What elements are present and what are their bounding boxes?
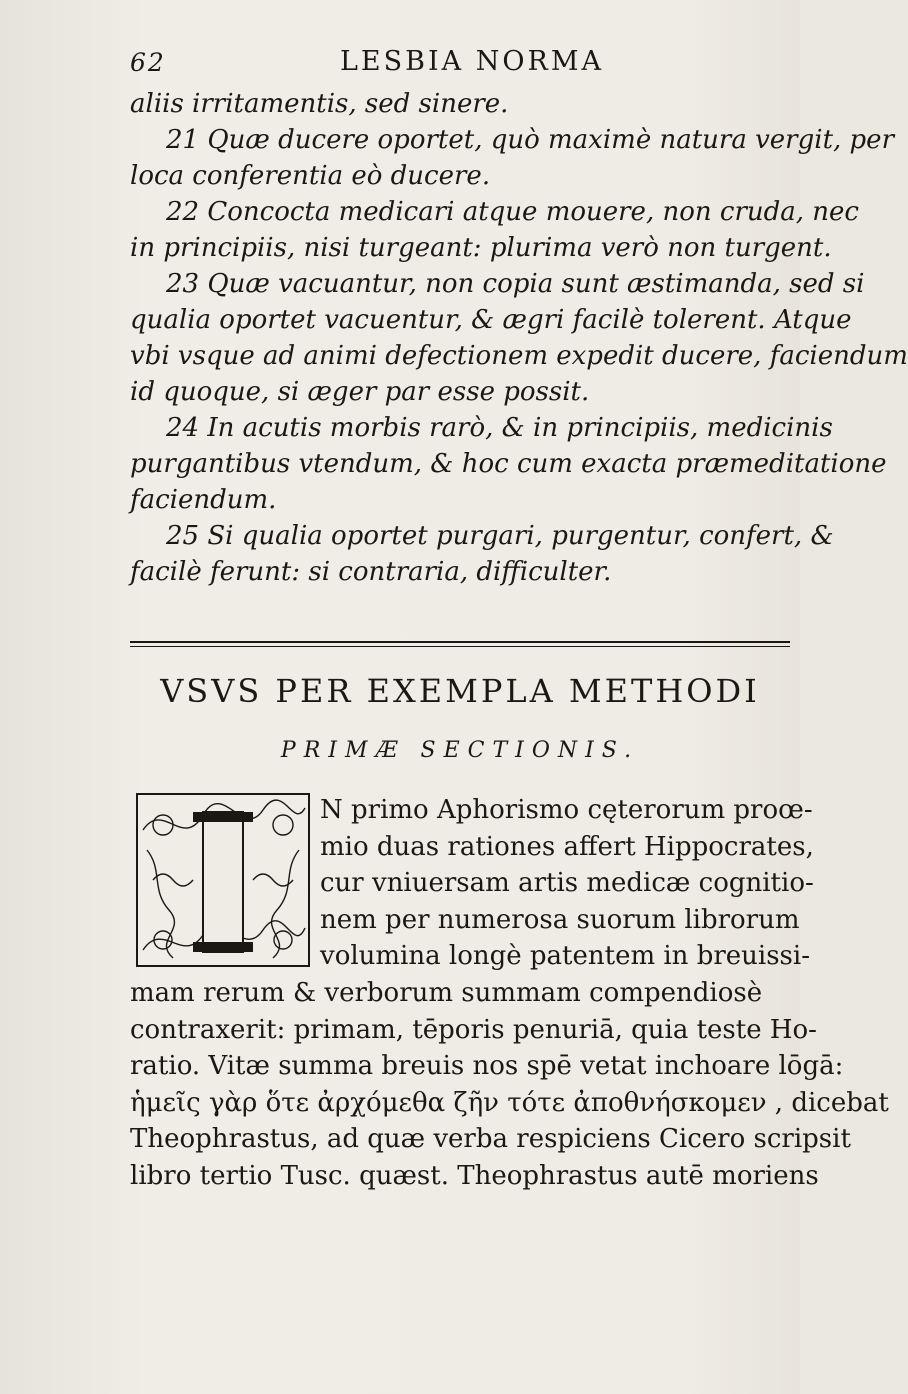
text-line: Theophrastus, ad quæ verba respiciens Cicero scripsit [130,1124,851,1154]
aphorism-line: loca conferentia eò ducere. [130,161,491,191]
dropcap-paragraph [320,792,814,975]
text-line: contraxerit: primam, tēporis penuriā, quia teste Ho- [130,1014,817,1045]
aphorism-line: facilè ferunt: si contraria, difficulter. [130,557,612,587]
running-header [130,44,690,84]
aphorism-line: id quoque, si æger par esse possit. [130,377,590,407]
aphorism-line: faciendum. [130,485,277,515]
aphorism-line: 22 Concocta medicari atque mouere, non cruda, nec [166,197,859,227]
aphorisms-block [130,86,908,590]
text-line: volumina longè patentem in breuissi- [320,941,811,971]
aphorism-line: 23 Quæ vacuantur, non copia sunt æstimanda, sed si [166,269,865,299]
section-heading: VSVS PER EXEMPLA METHODI [160,672,760,710]
text-line: ἡμεῖς γὰρ ὅτε ἀρχόμεθα ζῆν τότε ἀποθνήσκομεν , dicebat [130,1087,889,1118]
aphorism-line: qualia oportet vacuentur, & ægri facilè tolerent. Atque [130,305,852,335]
running-title: LESBIA NORMA [340,46,604,77]
decorated-initial-block [133,790,313,970]
text-line: ratio. Vitæ summa breuis nos spē vetat inchoare lōgā: [130,1051,844,1081]
section-subheading: PRIMÆ SECTIONIS. [280,738,640,763]
aphorism-line: vbi vsque ad animi defectionem expedit ducere, faciendum [130,341,908,371]
text-line: mam rerum & verborum summam compendiosè [130,978,763,1008]
aphorism-line: in principiis, nisi turgeant: plurima verò non turgent. [130,233,832,263]
text-line: cur vniuersam artis medicæ cognitio- [320,868,814,898]
section-rule [130,641,790,643]
text-line: N primo Aphorismo cęterorum proœ- [320,795,813,825]
section-rule-thin [130,646,790,647]
ornament-icon [133,790,313,970]
text-line: nem per numerosa suorum librorum [320,904,800,935]
aphorism-line: 25 Si qualia oportet purgari, purgentur, confert, & [166,521,834,551]
page-number: 62 [130,48,166,77]
aphorism-line: 21 Quæ ducere oportet, quò maximè natura vergit, per [166,125,894,155]
aphorism-line: 24 In acutis morbis rarò, & in principiis, medicinis [166,413,833,443]
aphorism-line: aliis irritamentis, sed sinere. [130,89,509,119]
text-line: libro tertio Tusc. quæst. Theophrastus autē moriens [130,1160,819,1191]
text-line: mio duas rationes affert Hippocrates, [320,831,814,862]
body-paragraph [130,975,889,1194]
aphorism-line: purgantibus vtendum, & hoc cum exacta præmeditatione [130,449,887,479]
